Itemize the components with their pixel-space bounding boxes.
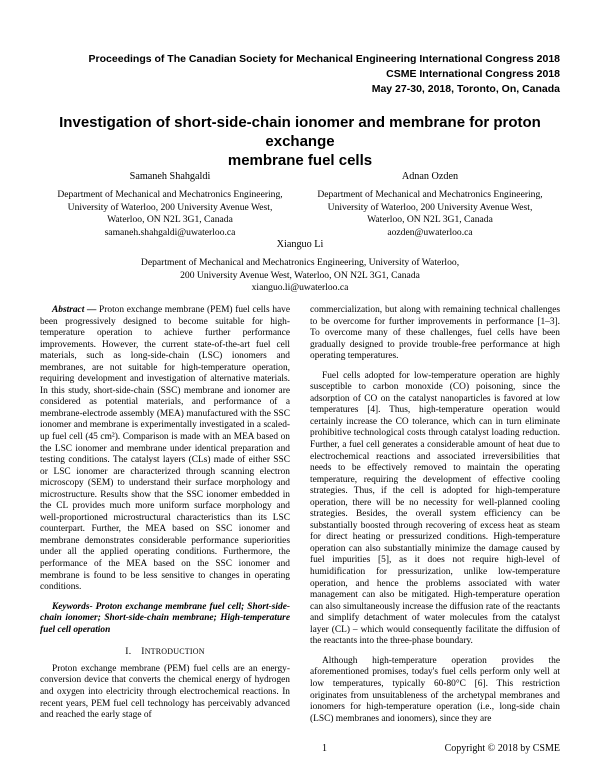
author-email: xianguo.li@uwaterloo.ca — [251, 282, 349, 294]
intro-paragraph-1: Proton exchange membrane (PEM) fuel cells are an energy-conversion device that converts the chemical energy of hydrogen and oxygen into electricity through electrochemical reactions. In recent years, PEM fuel cell technology has perceivably advanced and reached the early stage of — [40, 663, 290, 721]
left-column — [40, 305, 290, 722]
author-name: Adnan Ozden — [401, 171, 459, 182]
keywords: Keywords- Proton exchange membrane fuel cell; Short-side-chain ionomer; Short-side-chain membrane; High-temperature fuel cell operation — [40, 601, 290, 635]
abstract-text: Proton exchange membrane (PEM) fuel cells have been progressively designed to become suitable for high-temperature operation to achieve further performance improvements. However, the current state-of-the-art fuel cell materials, such as long-side-chain (LSC) ionomers and membranes, are not suitable for high-temperature operation, requiring development and investigation of alternative materials. In this study, short-side-chain (SSC) membrane and ionomer are considered as potential materials, and performance of a membrane-electrode assembly (MEA) manufactured with the SSC ionomer and membrane is experimentally investigated in a scaled-up fuel cell (45 cm²). Comparison is made with an MEA based on the LSC ionomer and membrane under identical preparation and testing conditions. The catalyst layers (CLs) made of either SSC or LSC ionomer are characterized through scanning electron microscopy (SEM) to understand their surface morphology and microstructure. Results show that the SSC ionomer embedded in the CL provides much more uniform surface morphology and well-proportioned microstructural characteristics than its LSC counterpart. Further, the MEA based on SSC ionomer and membrane demonstrates considerable performance superiorities under all the applied operating conditions. Furthermore, the performance of the MEA based on the SSC ionomer and membrane is found to be less sensitive to changes in operating conditions. — [40, 305, 291, 593]
author-department: Department of Mechanical and Mechatronics Engineering, — [57, 189, 283, 201]
author-name: Samaneh Shahgaldi — [129, 171, 211, 182]
intro-paragraph-3: Fuel cells adopted for low-temperature operation are highly susceptible to carbon monoxide (CO) poisoning, since the adsorption of CO on the catalyst nanoparticles is favored at low temperatures [4]. Thus, high-temperature operation would certainly increase the CO tolerance, which can in turn eliminate prohibitive technological costs through catalyst loading reduction. Further, a fuel cell generates a considerable amount of heat due to electrochemical reactions and associated irreversibilities that needs to be effectively removed to maintain the operating temperature, requiring the development of effective cooling strategies. Thus, if the cell is adopted for high-temperature operation, there will be no necessity for well-planned cooling strategies. Besides, the overall system efficiency can be substantially boosted through recovering of excess heat as steam for direct heating or pressurized conditions. High-temperature operation can also substantially minimize the damage caused by fuel impurities [5], as it does not require high-level of humidification for pressurization, unlike low-temperature operation, and hence the problems associated with water management can also be mitigated. High-temperature operation can also simultaneously increase the diffusion rate of the reactants and simplify detachment of water molecules from the catalyst layer (CL) – which would consequently facilitate the diffusion of the reactants into the three-phase boundary. — [310, 370, 560, 647]
author-email: samaneh.shahgaldi@uwaterloo.ca — [104, 226, 236, 238]
conference-header — [89, 52, 560, 97]
author-city: Waterloo, ON N2L 3G1, Canada — [367, 214, 493, 226]
right-column — [310, 305, 560, 725]
page-number: 1 — [322, 743, 327, 754]
author-affiliation-line1: Department of Mechanical and Mechatronics Engineering, University of Waterloo, — [140, 257, 460, 269]
paper-title-line1: Investigation of short-side-chain ionomer and membrane for proton exchange — [59, 114, 541, 150]
author-department: Department of Mechanical and Mechatronics Engineering, — [317, 189, 543, 201]
author-name: Xianguo Li — [276, 239, 324, 250]
author-university: University of Waterloo, 200 University Avenue West, — [327, 201, 533, 213]
author-block-3 — [40, 239, 560, 295]
abstract — [40, 305, 290, 594]
section-heading-introduction — [40, 646, 290, 658]
intro-paragraph-2: commercialization, but along with remaining technical challenges to be overcome for further improvements in performance [1–3]. To overcome many of these challenges, fuel cells have been gradually designed to provide trouble-free performance at high operating temperatures. — [310, 305, 560, 362]
paper-title — [40, 113, 560, 170]
copyright-notice: Copyright © 2018 by CSME — [444, 743, 560, 754]
intro-paragraph-4: Although high-temperature operation provides the aforementioned promises, today's fuel cells perform only well at low temperatures, typically 60-80°C [6]. This restriction originates from unsuitableness of the archetypal membranes and ionomers for high-temperature operation (i.e., long-side chain (LSC) membranes and ionomers), since they are — [310, 655, 560, 724]
paper-title-line2: membrane fuel cells — [227, 152, 373, 169]
conference-header-line3: May 27-30, 2018, Toronto, On, Canada — [371, 83, 560, 95]
author-block-1 — [40, 171, 300, 239]
section-title-rest: NTRODUCTION — [144, 647, 205, 657]
author-university: University of Waterloo, 200 University Avenue West, — [67, 201, 273, 213]
conference-header-line2: CSME International Congress 2018 — [386, 68, 560, 80]
section-title-cap: I — [141, 646, 145, 658]
author-block-2 — [300, 171, 560, 239]
section-number: I. — [125, 646, 132, 658]
author-email: aozden@uwaterloo.ca — [387, 226, 473, 238]
author-affiliation-line2: 200 University Avenue West, Waterloo, ON N2L 3G1, Canada — [180, 269, 420, 281]
abstract-label: Abstract — — [52, 305, 97, 315]
author-city: Waterloo, ON N2L 3G1, Canada — [107, 214, 233, 226]
conference-header-line1: Proceedings of The Canadian Society for Mechanical Engineering International Congress 2018 — [88, 53, 560, 65]
